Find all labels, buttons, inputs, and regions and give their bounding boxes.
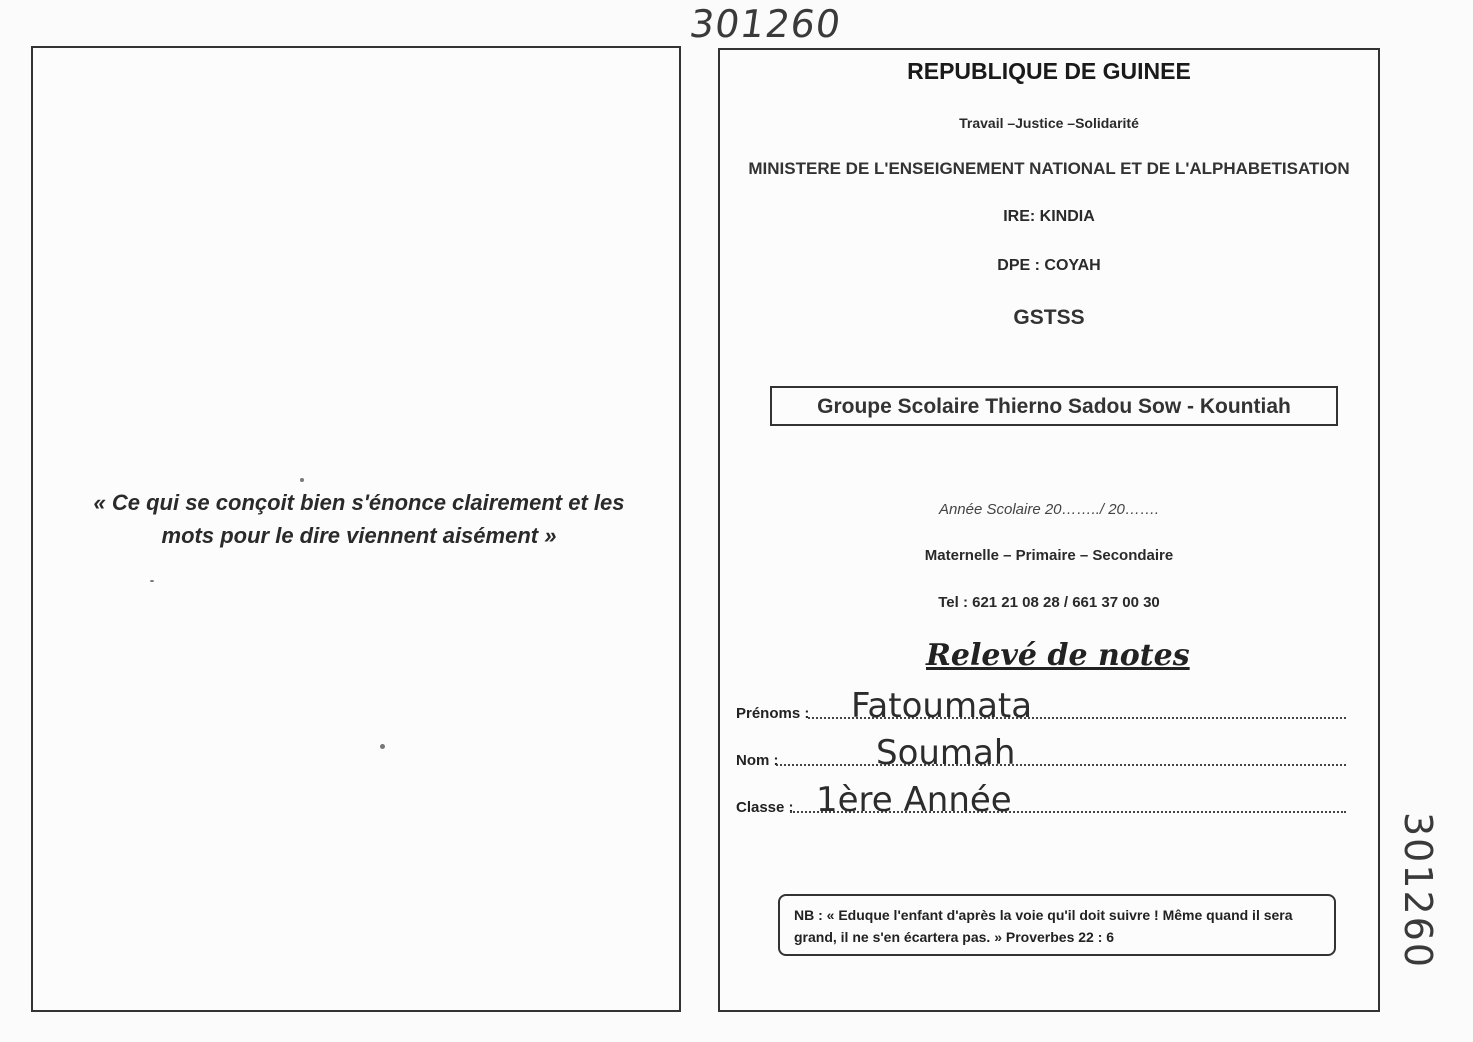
school-levels: Maternelle – Primaire – Secondaire — [924, 547, 1174, 564]
republic-title: REPUBLIQUE DE GUINEE — [907, 58, 1191, 84]
gstss-label: GSTSS — [1013, 306, 1085, 329]
nom-field — [736, 733, 1346, 773]
classe-value: 1ère Année — [816, 780, 1012, 820]
ministry-name: MINISTERE DE L'ENSEIGNEMENT NATIONAL ET DE L'ALPHABETISATION — [748, 159, 1350, 178]
scan-speck — [150, 580, 154, 582]
handwritten-side-number: 301260 — [1396, 812, 1440, 970]
handwritten-reference-number: 301260 — [686, 2, 845, 46]
right-page-panel — [718, 48, 1380, 1012]
school-name-banner: Groupe Scolaire Thierno Sadou Sow - Kountiah — [770, 386, 1338, 426]
releve-de-notes-title: Relevé de notes — [926, 638, 1190, 673]
quote-line-1: « Ce qui se conçoit bien s'énonce clairement et les — [93, 490, 625, 515]
school-year: Année Scolaire 20……../ 20……. — [938, 501, 1160, 518]
classe-field — [736, 780, 1346, 820]
national-motto: Travail –Justice –Solidarité — [959, 115, 1139, 131]
prenoms-value: Fatoumata — [851, 686, 1033, 726]
nom-dotted-line — [776, 764, 1346, 766]
nom-label: Nom : — [736, 752, 779, 769]
school-phone: Tel : 621 21 08 28 / 661 37 00 30 — [938, 594, 1160, 611]
prenoms-label: Prénoms : — [736, 705, 810, 722]
quote-line-2: mots pour le dire viennent aisément » — [161, 523, 557, 548]
proverb-note-box: NB : « Eduque l'enfant d'après la voie qu'il doit suivre ! Même quand il sera grand, il ne s'en écartera pas. » Proverbes 22 : 6 — [778, 894, 1336, 956]
classe-label: Classe : — [736, 799, 794, 816]
dpe-label: DPE : COYAH — [997, 257, 1101, 274]
scan-speck — [380, 744, 385, 749]
scan-speck — [300, 478, 304, 482]
prenoms-field — [736, 686, 1346, 726]
ire-label: IRE: KINDIA — [1003, 208, 1095, 225]
nom-value: Soumah — [876, 733, 1016, 773]
boileau-quote — [50, 486, 668, 552]
